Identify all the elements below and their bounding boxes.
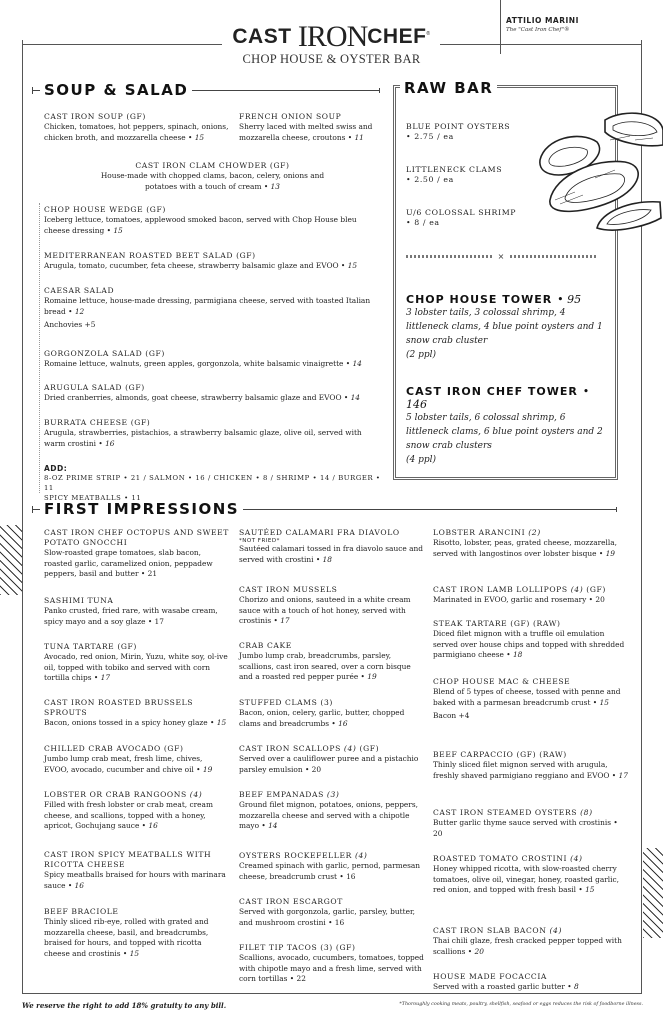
menu-item: SAUTÉED CALAMARI FRA DIAVOLO *NOT FRIED* Sautéed calamari tossed in fra diavolo sauce and served with crostini • 18 [239, 528, 423, 564]
menu-item: TUNA TARTARE (GF) Avocado, red onion, Mirin, Yuzu, white soy, ol-ive oil, topped with tobiko and served with corn tortilla chips • 17 [44, 642, 228, 683]
menu-item: SASHIMI TUNA Panko crusted, fried rare, with wasabe cream, spicy mayo and a soy glaze • 17 [44, 596, 218, 626]
menu-item: HOUSE MADE FOCACCIA Served with a roasted garlic butter • 8 [433, 972, 579, 991]
menu-item: LOBSTER ARANCINI (2) Risotto, lobster, peas, grated cheese, mozzarella, served with langostinos over lobster bisque • 19 [433, 528, 618, 558]
raw-bar-divider [406, 252, 596, 261]
menu-item: CAST IRON ESCARGOT Served with gorgonzola, garlic, parsley, butter, and mushroom crostini • 16 [239, 897, 416, 927]
menu-item: STEAK TARTARE (GF) (RAW) Diced filet mignon with a truffle oil emulation served over house chips and topped with shredded parmigiano cheese • 18 [433, 619, 625, 660]
menu-item: FRENCH ONION SOUP Sherry laced with melted swiss and mozzarella cheese, croutons • 11 [239, 112, 373, 142]
food-safety-warning: *Thoroughly cooking meats, poultry, shellfish, seafood or eggs reduces the risk of foodborne illness. [399, 1002, 643, 1007]
menu-item: BEEF EMPANADAS (3) Ground filet mignon, potatoes, onions, peppers, mozzarella cheese and served with a chipotle mayo • 14 [239, 790, 418, 831]
add-label: ADD: [44, 464, 68, 473]
menu-item: LOBSTER OR CRAB RANGOONS (4) Filled with fresh lobster or crab meat, cream cheese, and scallions, topped with a honey, apricot, Gochujang sauce • 16 [44, 790, 213, 831]
menu-item: CAST IRON SLAB BACON (4) Thai chili glaze, fresh cracked pepper topped with scallions • 20 [433, 926, 622, 956]
menu-item: CAST IRON SPICY MEATBALLS WITH RICOTTA CHEESE Spicy meatballs braised for hours with marinara sauce • 16 [44, 850, 226, 890]
oyster-illustration [535, 100, 663, 235]
menu-item: GORGONZOLA SALAD (GF) Romaine lettuce, walnuts, green apples, gorgonzola, white balsamic vinaigrette • 14 [44, 349, 362, 368]
menu-item: CAST IRON LAMB LOLLIPOPS (4) (GF) Marinated in EVOO, garlic and rosemary • 20 [433, 585, 606, 604]
gratuity-notice: We reserve the right to add 18% gratuity to any bill. [22, 1001, 227, 1010]
menu-item: CAST IRON ROASTED BRUSSELS SPROUTS Bacon, onions tossed in a spicy honey glaze • 15 [44, 698, 227, 727]
menu-item: CAST IRON CLAM CHOWDER (GF) House-made with chopped clams, bacon, celery, onions and potatoes with a touch of cream • 13 [100, 161, 325, 191]
menu-item: CHILLED CRAB AVOCADO (GF) Jumbo lump crab meat, fresh lime, chives, EVOO, avocado, cucumber and chive oil • 19 [44, 744, 213, 774]
raw-bar-item: LITTLENECK CLAMS • 2.50 / ea [406, 165, 503, 184]
menu-item: CAST IRON MUSSELS Chorizo and onions, sauteed in a white cream sauce with a touch of hot honey, served with crostinis • 17 [239, 585, 411, 626]
section-title: SOUP & SALAD [44, 81, 189, 99]
add-ons: ADD: 8-OZ PRIME STRIP • 21 / SALMON • 16 / CHICKEN • 8 / SHRIMP • 14 / BURGER • 11 SPICY MEATBALLS • 11 [44, 464, 389, 503]
menu-item: OYSTERS ROCKEFELLER (4) Creamed spinach with garlic, pernod, parmesan cheese, breadcrumb crust • 16 [239, 851, 421, 881]
logo-wordmark: CAST IRONCHEF® [226, 20, 436, 54]
menu-item: CAESAR SALAD Romaine lettuce, house-made dressing, parmigiana cheese, served with toasted Italian bread • 12 Anchovies +5 [44, 286, 374, 331]
hatch-decoration-left [0, 525, 22, 595]
section-header-soup-salad [32, 81, 380, 99]
chef-name: ATTILIO MARINI [506, 16, 579, 25]
logo-iron: IRON [297, 20, 368, 53]
menu-item: CAST IRON CHEF OCTOPUS AND SWEET POTATO GNOCCHI Slow-roasted grape tomatoes, slab bacon, roasted garlic, caramelized onion, peppadew peppers, basil and butter • 21 [44, 528, 229, 579]
menu-item: CAST IRON STEAMED OYSTERS (8) Butter garlic thyme sauce served with crostinis • 20 [433, 808, 618, 838]
menu-item: STUFFED CLAMS (3) Bacon, onion, celery, garlic, butter, chopped clams and breadcrumbs • 16 [239, 698, 405, 728]
raw-bar-item: U/6 COLOSSAL SHRIMP • 8 / ea [406, 208, 517, 227]
section-title: FIRST IMPRESSIONS [44, 500, 240, 518]
menu-item: BURRATA CHEESE (GF) Arugula, strawberries, pistachios, a strawberry balsamic glaze, olive oil, served with warm crostini • 16 [44, 418, 362, 448]
menu-item: ARUGULA SALAD (GF) Dried cranberries, almonds, goat cheese, strawberry balsamic glaze and EVOO • 14 [44, 383, 360, 402]
seafood-tower: CHOP HOUSE TOWER • 95 3 lobster tails, 3 colossal shrimp, 4 littleneck clams, 4 blue point oysters and 1 snow crab cluster (2 ppl) [406, 293, 603, 360]
menu-item: FILET TIP TACOS (3) (GF) Scallions, avocado, cucumbers, tomatoes, topped with chipotle mayo and a fresh lime, served with corn tortillas • 22 [239, 943, 424, 984]
menu-item: BEEF CARPACCIO (GF) (RAW) Thinly sliced filet mignon served with arugula, freshly shaved parmigiano reggiano and EVOO • 17 [433, 750, 628, 780]
logo-subtitle: CHOP HOUSE & OYSTER BAR [242, 52, 421, 66]
seafood-tower: CAST IRON CHEF TOWER • 146 5 lobster tails, 6 colossal shrimp, 6 littleneck clams, 6 blue point oysters and 2 snow crab clusters (4 ppl) [406, 385, 603, 465]
dotted-guide [39, 203, 40, 493]
menu-item: MEDITERRANEAN ROASTED BEET SALAD (GF) Arugula, tomato, cucumber, feta cheese, strawberry balsamic glaze and EVOO • 15 [44, 251, 358, 270]
menu-item: CAST IRON SOUP (GF) Chicken, tomatoes, hot peppers, spinach, onions, chicken broth, and mozzarella cheese • 15 [44, 112, 229, 142]
add-on-note: Bacon +4 [433, 711, 470, 721]
not-fried-note: *NOT FRIED* [239, 538, 280, 544]
raw-bar-title: RAW BAR [400, 79, 497, 97]
raw-bar-item: BLUE POINT OYSTERS • 2.75 / ea [406, 122, 511, 141]
menu-item: BEEF BRACIOLE Thinly sliced rib-eye, rolled with grated and mozzarella cheese, basil, and breadcrumbs, braised for hours, and topped with ricotta cheese and crostinis • 15 [44, 907, 209, 958]
menu-item: CHOP HOUSE MAC & CHEESE Blend of 5 types of cheese, tossed with penne and baked with a parmesan breadcrumb crust • 15 Bacon +4 [433, 677, 628, 722]
add-on-note: Anchovies +5 [44, 320, 96, 330]
hatch-decoration-right [643, 848, 663, 938]
chef-title: The "Cast Iron Chef"® [506, 27, 570, 33]
menu-item: CHOP HOUSE WEDGE (GF) Iceberg lettuce, tomatoes, applewood smoked bacon, served with Chop House bleu cheese dressing • 15 [44, 205, 357, 235]
section-header-first-impressions [32, 500, 617, 518]
menu-item: ROASTED TOMATO CROSTINI (4) Honey whipped ricotta, with slow-roasted cherry tomatoes, olive oil, vinegar, honey, roasted garlic, red onion, and topped with fresh basil • 15 [433, 854, 620, 895]
menu-item: CAST IRON SCALLOPS (4) (GF) Served over a cauliflower puree and a pistachio parsley emulsion • 20 [239, 744, 419, 774]
divider-x-icon: × [497, 252, 505, 261]
menu-item: CRAB CAKE Jumbo lump crab, breadcrumbs, parsley, scallions, cast iron seared, over a corn bisque and a roasted red pepper purée • 19 [239, 641, 411, 682]
